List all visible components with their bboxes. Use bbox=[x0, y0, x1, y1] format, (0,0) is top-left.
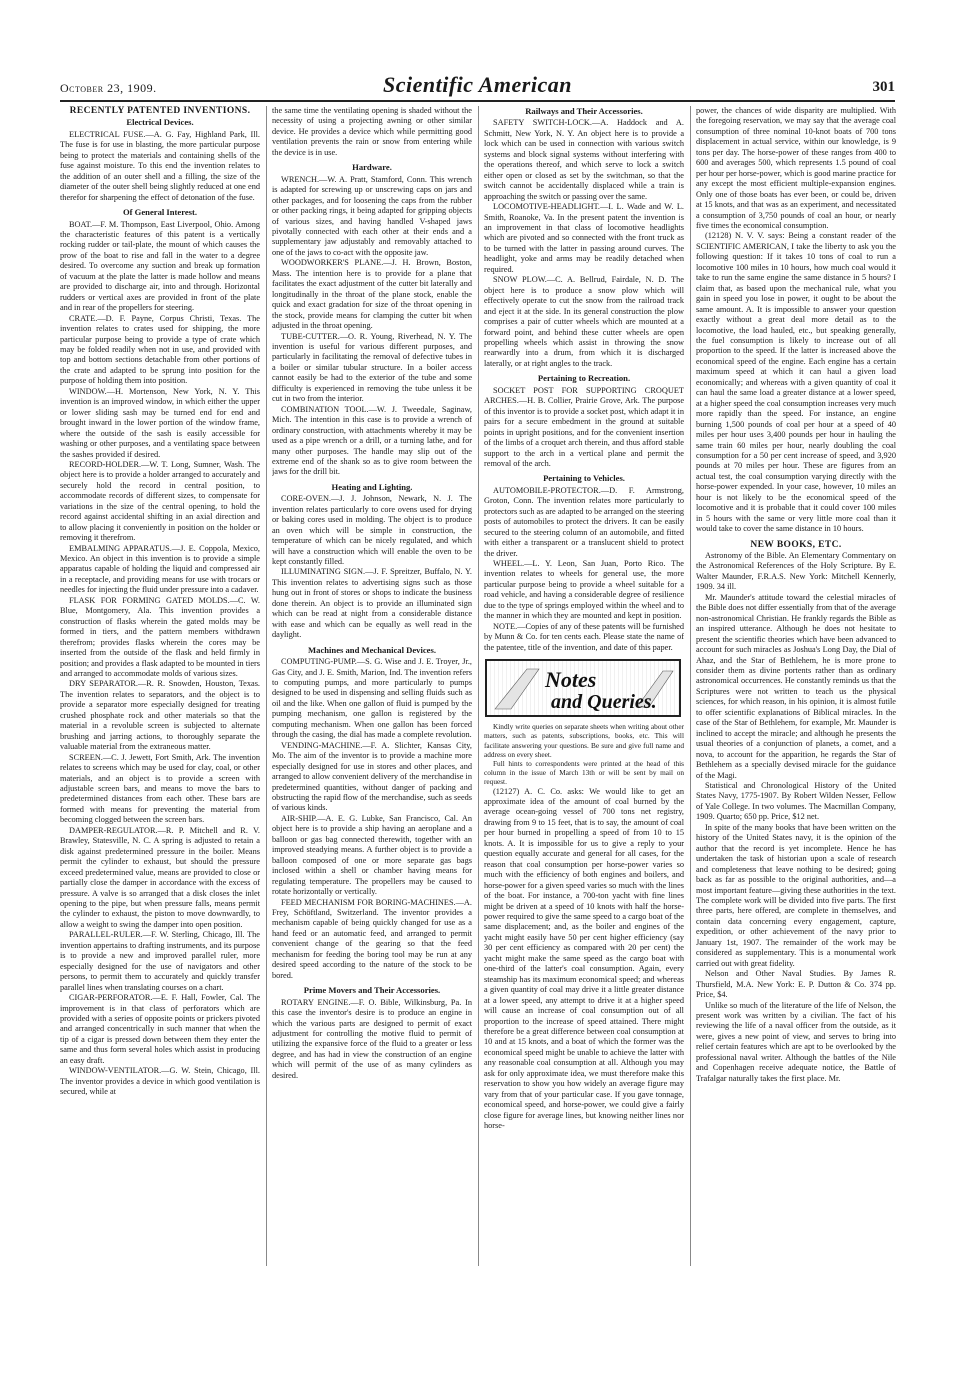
article-columns bbox=[60, 106, 895, 1266]
patent-entry-plane: WOODWORKER'S PLANE.—J. H. Brown, Boston, Mass. The intention here is to provide for a plane that facilitates the exact adjustment of the cutter bit laterally and longitudinally in the throat of the plane stock, enable the quick and exact gradation for size of the throat opening in the stock, provide means for clamping the cutter bit when adjusted in the throat opening. bbox=[272, 258, 472, 331]
issue-date: October 23, 1909. bbox=[60, 81, 157, 95]
patent-entry-continued: the same time the ventilating opening is shaded without the necessity of using a projecting awning or other similar device. He provides a device which while permitting good ventilation prevents the rain or snow from entering while the device is in use. bbox=[272, 106, 472, 157]
patent-entry-embalming: EMBALMING APPARATUS.—J. E. Coppola, Mexico, Mexico. An object in this invention is to provide a simple apparatus capable of holding the liquid and compressed air in a receptacle, and providing means for use with trocars or needles for injecting the fluid under pressure into a cadaver. bbox=[60, 543, 260, 595]
subheading-vehicles: Pertaining to Vehicles. bbox=[543, 473, 625, 484]
newspaper-page bbox=[60, 70, 895, 1270]
patent-entry-rotary-engine: ROTARY ENGINE.—F. O. Bible, Wilkinsburg, Pa. In this case the inventor's desire is to produce an engine in which the various parts are designed to permit of exact adjustment for controlling the motive fluid to permit of utilizing the expansive force of the fluid to a greater or less degree, and has had in view the construction of an engine which will permit of the use of as many cylinders as desired. bbox=[272, 997, 472, 1080]
column-divider bbox=[690, 106, 691, 1266]
book-astronomy-of-the-bible: Astronomy of the Bible. An Elementary Commentary on the Astronomical References of the Holy Scripture. By E. Walter Maunder, F.R.A.S. New York: Mitchell Kennerly, 1909. 34 ill. bbox=[696, 551, 896, 592]
patent-entry-core-oven: CORE-OVEN.—J. J. Johnson, Newark, N. J. The invention relates particularly to core ovens used for drying or baking cores used in molding. The object is to produce an oven which will be simple in construction, the temperature of which can be nicely regulated, and which will have a construction which will enable the oven to be kept constantly filled. bbox=[272, 494, 472, 567]
banner-title-line2: and Queries. bbox=[551, 691, 657, 714]
masthead bbox=[60, 70, 895, 102]
subheading-general: Of General Interest. bbox=[122, 207, 198, 218]
banner-artwork bbox=[487, 661, 679, 715]
patent-entry-illuminating-sign: ILLUMINATING SIGN.—J. F. Spreitzer, Buffalo, N. Y. This invention relates to advertising signs such as those hung out in front of stores or shops to indicate the business done therein. An object is to provide an illuminated sign which can be read at night from a considerable distance with ease and which can be equally as well read in the daylight. bbox=[272, 567, 472, 640]
patent-entry-flask: FLASK FOR FORMING GATED MOLDS.—C. W. Blue, Montgomery, Ala. This invention provides a construction of flasks wherein the gated molds may be formed in tiers, and the pattern members withdrawn therefrom; provides flasks wherein the cores may be inserted from the outside of the flask and held firmly in position; and provides a flask adapted to be mounted in tiers and arranged to accommodate molds of various sizes. bbox=[60, 595, 260, 679]
book-review-navy-history: In spite of the many books that have been written on the history of the United States navy, it is the opinion of the author that the record is yet incomplete. Hence he has undertaken the task of historian upon a scale of research and completeness that leave nothing to be desired; going back as far as possible to the original authorities, and—a most important feature—giving these authorities in the text. The complete work will be divided into five parts. The first three parts, here offered, are complete in themselves, and contain data concerning every engagement, capture, expedition, or other achievement of the navy prior to January 1st, 1907. The remainder of the work may be considered as supplementary. This is a monumental work carried out with great fidelity. bbox=[696, 822, 896, 968]
patent-entry-boat: BOAT.—F. M. Thompson, East Liverpool, Ohio. Among the characteristic features of this patent is a vertically rocking rudder or tail-plate, the mount of which causes the prow of the boat to rise and fall in the water to a degree desired. To overcome any suction and break up formation of vacuum at the plate the latter is made hollow and means are provided to discharge air, into and through. Horizontal rudders or vertical axes are provided in front of the plate and in rear of the propellers for steering. bbox=[60, 219, 260, 313]
patent-entry-window: WINDOW.—H. Mortenson, New York, N. Y. This invention is an improved window, in which either the upper or lower sliding sash may be turned end for end and brought inward in the lower portion of the window frame, where the outside of the sash is easily accessible for washing or other purposes, and a ventilating space between the sashes provided if desired. bbox=[60, 386, 260, 459]
column-2 bbox=[272, 106, 472, 1266]
magazine-title: Scientific American bbox=[383, 72, 572, 97]
patent-entry-feed-mechanism: FEED MECHANISM FOR BORING-MACHINES.—A. Frey, Schöftland, Switzerland. The inventor provides a mechanism capable of being quickly changed for use as a hand feed or an automatic feed, and arranged to permit convenient change of the gearing so that the feed mechanism for feeding the boring tool may be run at any desired speed according to the nature of the stock to be bored. bbox=[272, 897, 472, 980]
column-3 bbox=[484, 106, 684, 1266]
patent-entry-wheel: WHEEL.—L. Y. Leon, San Juan, Porto Rico. The invention relates to wheels for general use, the more particular purpose being to provide a wheel suitable for a road vehicle, and having a considerable degree of resilience due to the type of springs employed within the wheel and to the manner in which they are mounted and kept in position. bbox=[484, 559, 684, 621]
query-12128: (12128) N. V. V. says: Being a constant reader of the SCIENTIFIC AMERICAN, I take the liberty to ask you the following question: If it takes 10 tons of coal to run a locomotive 100 miles in 10 hours, how much coal would it take to run the same engine the same distance in 5 hours? I claim that, as based upon the mechanical rule, what you gain in speed you lose in power, it ought to be about the same amount. A. It is impossible to answer your question exactly without a great deal more detail as to the locomotive, the load hauled, etc., but speaking generally, the fuel consumption is likely to increase out of all proportion to the speed. If the latter is increased above the economical speed of the engine. Each engine has a certain maximum speed at which it can haul a given load economically; and whereas with a given quantity of coal it can haul the same load a greater distance at a lower speed, at a higher speed the coal consumption increases very much more rapidly than the speed. For instance, an engine burning 1,500 pounds of coal per hour at a speed of 40 miles per hour uses 3,400 pounds per hour in hauling the same train 60 miles per hour, nearly doubling the coal consumption for a 50 per cent increase of speed, and 3,920 pounds at 70 miles per hour. These are figures from an actual test, the coal consumption varying directly with the horse-power expended. In your case, however, 10 miles an hour is not likely to be the economical speed of the locomotive and it is probable that it could cover 100 miles in 5 hours with the same or very little more coal than it would take to cover the same distance in 10 hours. bbox=[696, 231, 896, 534]
patent-entry-headlight: LOCOMOTIVE-HEADLIGHT.—I. L. Wade and W. L. Smith, Roanoke, Va. In the present patent the invention is an improvement in that class of locomotive headlights which are pivoted and so connected with the front truck as to be turned with the latter in passing around curves. The headlight, yoke and arms may be readily detached when required. bbox=[484, 202, 684, 274]
patent-entry-tube-cutter: TUBE-CUTTER.—O. R. Young, Riverhead, N. Y. The invention is useful for various different purposes, and particularly in facilitating the removal of defective tubes in a boiler or similar tubular structure. In a boiler access cannot easily be had to the exterior of the tube and some difficulty is experienced in removing the tube unless it be cut in two from the interior. bbox=[272, 331, 472, 404]
subheading-recreation: Pertaining to Recreation. bbox=[537, 373, 631, 384]
patent-entry-dry-separator: DRY SEPARATOR.—R. R. Snowden, Houston, Texas. The invention relates to separators, and the object is to provide a separator more especially designed for treating crushed phosphate rock and other materials so that the material in a revoluble screen is subjected to alternate brushing and jarring actions, to thoroughly separate the valuable material from the extraneous matter. bbox=[60, 679, 260, 752]
query-12127-continued: power, the chances of wide disparity are multiplied. With the foregoing reservation, we may say that the average coal consumption of three nominal 10-knot boats of 700 tons displacement in actual service, within our knowledge, is 9 tons per day. The horse-power of these ranges from 400 to 600 and averages 500, which represents 1.5 pound of coal per hour per horse-power, which is good marine practice for any except the most efficient multiple-expansion engines. Only one of those boats has ever been, or could be, driven at 15 knots, and that was as an experiment, and necessitated a consumption of 3,750 pounds of coal an hour, or nearly five times the economical consumption. bbox=[696, 106, 896, 230]
column-divider bbox=[266, 106, 267, 1266]
patent-entry-vending-machine: VENDING-MACHINE.—F. A. Slichter, Kansas City, Mo. The aim of the inventor is to provide a machine more especially designed for use in stores and other places, and arranged to allow convenient delivery of the merchandise in predetermined quantities, without danger of packing and obstructing the rapid flow of the merchandise, such as seeds of various kinds. bbox=[272, 740, 472, 813]
subheading-electrical: Electrical Devices. bbox=[126, 117, 194, 128]
banner-title-line1: Notes bbox=[545, 667, 597, 693]
patent-entry-combination-tool: COMBINATION TOOL.—W. J. Tweedale, Saginaw, Mich. The intention in this case is to provide a wrench of ordinary construction, with attachments whereby it may be used as a pipe wrench or a drill, or a turning lathe, and for many other purposes. The handle may slip out of the extreme end of the shank so as to give room between the jaws for the drill bit. bbox=[272, 404, 472, 477]
patent-entry-screen: SCREEN.—C. J. Jewett, Fort Smith, Ark. The invention relates to screens which may be used for clay, coal, or other materials, and an object is to provide a screen with adjustable screen bars, and means to move the bars to predetermined distances from each other. These bars are formed with means for preventing the material from becoming clogged between the screen bars. bbox=[60, 752, 260, 825]
patent-entry-cigar: CIGAR-PERFORATOR.—E. F. Hall, Fowler, Cal. The improvement is in that class of perforators which are provided with a series of opposite points or prickers pivoted and arranged concentrically in such manner that when the tip of a cigar is pressed down between them they enter the same and thus form several holes which assist in producing an easy draft. bbox=[60, 993, 260, 1065]
patent-entry-computing-pump: COMPUTING-PUMP.—S. G. Wise and J. E. Troyer, Jr., Gas City, and J. E. Smith, Marion, Ind. The invention refers to computing pumps, and more particularly to pumps designed to be used in dispensing and selling fluids such as oil and the like. When one gallon of fluid is pumped by the pumping mechanism, one gallon is registered by the computing mechanism. When one gallon has been forced through the casing, the dial has made a complete revolution. bbox=[272, 657, 472, 740]
patents-note: NOTE.—Copies of any of these patents will be furnished by Munn & Co. for ten cents each. Please state the name of the patentee, title of the invention, and date of this paper. bbox=[484, 621, 684, 652]
patent-entry-window-ventilator: WINDOW-VENTILATOR.—G. W. Stein, Chicago, Ill. The inventor provides a device in which good ventilation is secured, while at bbox=[60, 1066, 260, 1097]
queries-hints: Full hints to correspondents were printed at the head of this column in the issue of March 13th or will be sent by mail on request. bbox=[484, 758, 684, 787]
patent-entry-snow-plow: SNOW PLOW.—C. A. Bellrud, Fairdale, N. D. The object here is to produce a snow plow which will effectively operate to cut the snow from the railroad track and eject it at the side. In its general construction the plow comprises a pair of cutter wheels which are mounted at a forward point, and behind these cutter wheels are open propelling wheels which assist in throwing the snow rearwardly into a drum, from which it is discharged laterally, or at right angles to the track. bbox=[484, 275, 684, 368]
patent-entry-record-holder: RECORD-HOLDER.—W. T. Long, Sumner, Wash. The object here is to provide a holder arranged to accurately and securely hold the record in central position, to accommodate records of different sizes, to compensate for variations in the size of the central opening, to hold the record against accidental shifting in an axial direction and to allow placing it conveniently in position on the holder or removing it therefrom. bbox=[60, 459, 260, 543]
patent-entry-socket-post: SOCKET POST FOR SUPPORTING CROQUET ARCHES.—H. B. Collier, Prairie Grove, Ark. The purpose of this inventor is to provide a socket post, which adapt it in pairs for a secure embedment in the ground at suitable points in upright positions, and for the convenient insertion of the limbs of a croquet arch therein, and thus afford stable support to the arch in a vertical plane and permit the removal of the arch. bbox=[484, 385, 684, 468]
queries-instructions: Kindly write queries on separate sheets when writing about other matters, such as patents, subscriptions, books, etc. This will facilitate answering your questions. Be sure and give full name and address on every sheet. bbox=[484, 722, 684, 759]
patent-entry-automobile-protector: AUTOMOBILE-PROTECTOR.—D. F. Armstrong, Groton, Conn. The invention relates more particularly to protectors such as are adapted to be arranged on the steering posts of automobiles to protect the drivers. It can be easily secured to the steering column of an automobile, and fitted with either a transparent or a translucent shield to protect the driver. bbox=[484, 485, 684, 558]
book-review-maunder: Mr. Maunder's attitude toward the celestial miracles of the Bible does not differ essentially from that of the average non-astronomical Christian. He frankly regards the Bible as an inspired utterance. Although he does not hesitate to present the scientific theories which have been advanced to account for such miracles as Joshua's Long Day, the Dial of Ahaz, and the Star of Bethlehem, he is more prone to consider them as divine portents rather than as ordinary astronomical occurrences. He constantly reminds us that the Scriptures were not written to teach us the physical sciences, for which reason, in his opinion, it is almost futile to offer scientific explanations of Biblical miracles. In the case of the Star of Bethlehem, for example, Mr. Maunder is inclined to accept the miracle; and although he presents the usual theories of a conjunction of planets, a comet, and a nova, to account for the apparition, he regards the Star of Bethlehem as a specially devised miracle for the guidance of the Magi. bbox=[696, 592, 896, 780]
query-12127: (12127) A. C. Co. asks: We would like to get an approximate idea of the amount of coal burned by the average ocean-going vessel of 700 tons net registry, drawing from 9 to 15 feet, that is to say, the amount of coal per hour burned in propelling a speed of from 10 to 15 knots. A. It is impossible for us to give a reply to your question equally accurate and general for all cases, for the reason that coal consumption per horse-power varies so much with the efficiency of both engines and boilers, and horse-power for a given speed varies so much with the lines of the boat. For instance, a 700-ton yacht with fine lines might be driven at a speed of 10 knots with half the horse-power required to give the same speed to a cargo boat of the same displacement; and, as the boiler and engines of the yacht might easily have 50 per cent higher efficiency (say 30 per cent efficiency as compared with 20 per cent) the yacht might make the same speed as the cargo boat with one-third of the latter's coal consumption. Again, every steamship has its maximum economical speed; and whereas a given quantity of coal may drive it a little greater distance at a lower speed, any attempt to drive it at a higher speed will cause an increase of coal consumption out of all proportion to the increase of speed attained. There might therefore be a great difference between coal consumption at 10 and at 15 knots, and a boat of which the former was the economical speed might be unable to achieve the latter with any reasonable coal consumption at all. Although you may ask for only approximate idea, we must therefore make this reservation to show you how widely an average figure may vary from that of your particular case. If you gave tonnage, economical speed, and horse-power, we could give a fairly close figure for average lines, but knowing neither lines nor horse- bbox=[484, 786, 684, 1131]
patent-entry-switch-lock: SAFETY SWITCH-LOCK.—A. Haddock and A. Schmitt, New York, N. Y. An object here is to provide a lock which can be used in connection with various switch systems and block signal systems without interfering with the operations thereof, and which serve to lock a switch either open or closed as set by the switchman, so that the switch cannot be accidentally displaced while a train is approaching the switch or passing over the same. bbox=[484, 118, 684, 201]
book-nelson: Nelson and Other Naval Studies. By James R. Thursfield, M.A. New York: E. P. Dutton & Co. 374 pp. Price, $4. bbox=[696, 969, 896, 1000]
subheading-heating: Heating and Lighting. bbox=[331, 481, 413, 492]
subheading-hardware: Hardware. bbox=[352, 162, 392, 173]
subheading-machines: Machines and Mechanical Devices. bbox=[308, 644, 436, 655]
patent-entry-fuse: ELECTRICAL FUSE.—A. G. Fay, Highland Park, Ill. The fuse is for use in blasting, the more particular purpose being to protect the materials and containing shells of the fuse against moisture. To this end the invention relates to the addition of an outer shell and a filling, the size of the diameter of the outer shell being slightly reduced at one end therefor for sharpening the effect of detonation of the fuse. bbox=[60, 129, 260, 202]
column-divider bbox=[478, 106, 479, 1266]
patent-entry-wrench: WRENCH.—W. A. Pratt, Stamford, Conn. This wrench is adapted for screwing up or unscrewing caps on jars and other packages, and for loosening the caps from the rubber or other packing rings, it being adapted for gripping objects of various sizes, and having handled V-shaped jaws pivotally connected with each other at their ends and a supplementary jaw adjustably and removably attached to one of the jaws to co-act with the opposite jaw. bbox=[272, 174, 472, 257]
book-navy-history: Statistical and Chronological History of the United States Navy, 1775-1907. By Robert Wilden Nesser, Fellow of Yale College. In two volumes. The Macmillan Company, 1909. Quarto; 650 pp. Price, $12 net. bbox=[696, 781, 896, 822]
patent-entry-crate: CRATE.—D. F. Payne, Corpus Christi, Texas. The invention relates to crates used for shipping, the more particular purpose being to provide a type of crate which may be folded readily when not in use, and provided with top and bottom sections detachable from other portions of the crate and adapted to be sprung into position for the purpose of holding them into position. bbox=[60, 313, 260, 386]
patent-entry-damper: DAMPER-REGULATOR.—R. P. Mitchell and R. V. Brawley, Statesville, N. C. A spring is adjusted to retain a disk against predetermined pressure in the boiler. Means permit the cylinder to exhaust, but should the pressure exceed predetermined value, means are provided to close or partially close the damper in accordance with the excess of pressure. A valve is so arranged that a disk closes the inlet opening to the pipe, but when pressure falls, means permit the cylinder to exhaust, the piston to move downwardly, to allow a weight to swing the damper into open position. bbox=[60, 825, 260, 929]
patent-entry-parallel-ruler: PARALLEL-RULER.—F. W. Sterling, Chicago, Ill. The invention appertains to drafting instruments, and its purpose is to provide a new and improved parallel ruler, more especially designed for the use of navigators and other persons, to permit them to accurately and quickly transfer parallel lines when translating courses on a chart. bbox=[60, 930, 260, 992]
subheading-prime-movers: Prime Movers and Their Accessories. bbox=[303, 985, 441, 996]
section-heading-patents: RECENTLY PATENTED INVENTIONS. bbox=[69, 106, 251, 116]
section-heading-new-books: NEW BOOKS, ETC. bbox=[750, 539, 842, 550]
column-1 bbox=[60, 106, 260, 1266]
book-review-nelson: Unlike so much of the literature of the life of Nelson, the present work was written by a civilian. The fact of his reviewing the life of a naval officer from the outside, as it were, gives a new point of view, and serves to bring into relief certain features which are apt to be overlooked by the professional naval writer. Although the battles of the Nile and Copenhagen receive adequate notice, the Battle of Trafalgar naturally takes the first place. Mr. bbox=[696, 1000, 896, 1083]
page-number: 301 bbox=[872, 79, 895, 95]
subheading-railways: Railways and Their Accessories. bbox=[525, 106, 643, 116]
column-4 bbox=[696, 106, 896, 1266]
notes-and-queries-banner bbox=[485, 659, 681, 717]
patent-entry-air-ship: AIR-SHIP.—A. E. G. Lubke, San Francisco, Cal. An object here is to provide a ship having an aeroplane and a balloon or gas bag connected therewith, together with an improved steadying means. A further object is to provide a balloon composed of one or more separate gas bags inclosed within a shell or chamber having means for regulating temperature. The propellers may be caused to rotate horizontally or vertically. bbox=[272, 813, 472, 897]
